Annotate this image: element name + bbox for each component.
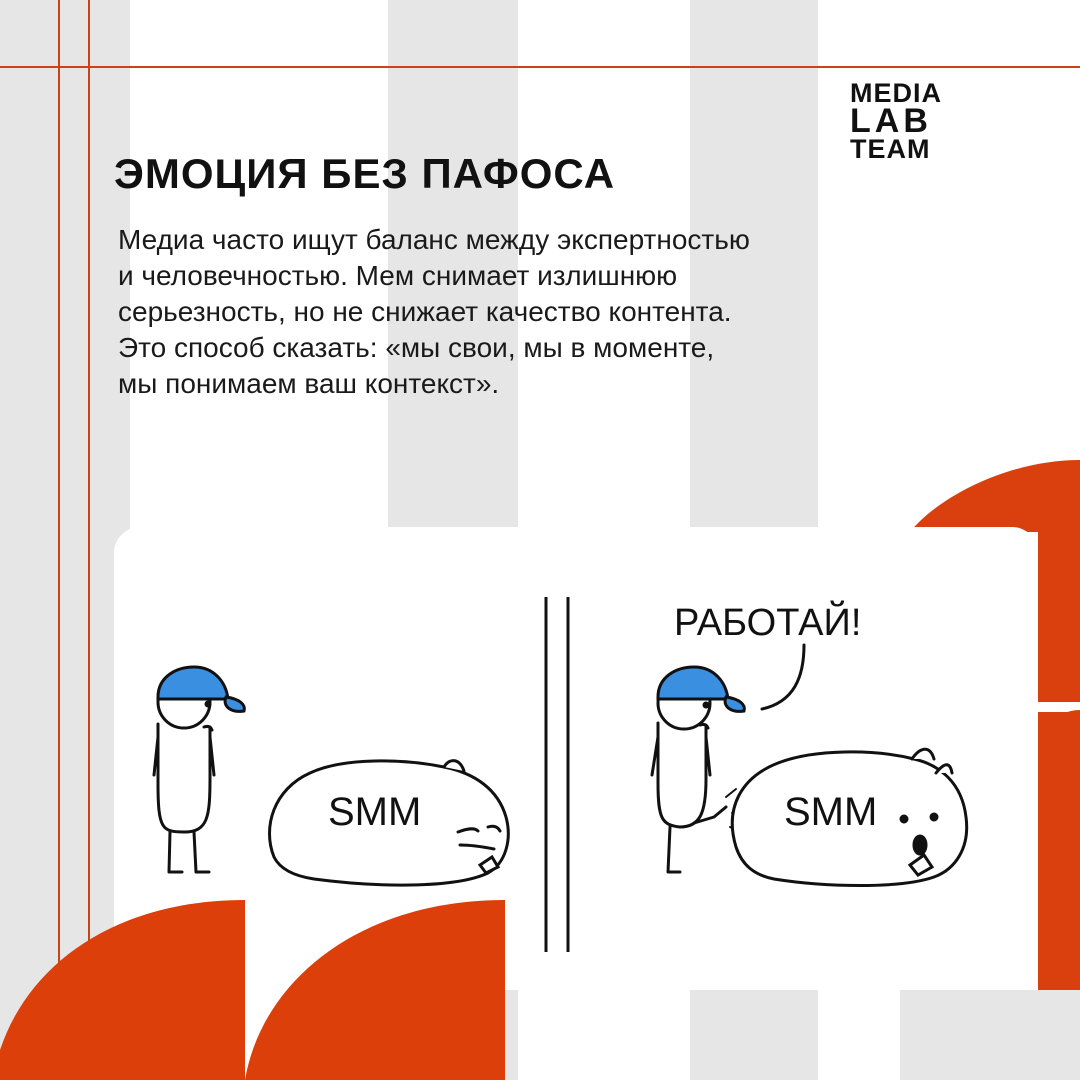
smm-label-left: SMM (328, 790, 422, 834)
speech-text: РАБОТАЙ! (674, 602, 862, 644)
decor-block-right-lower (1038, 712, 1080, 992)
decor-block-right (1038, 532, 1080, 702)
body-line: и человечностью. Мем снимает излишнюю (118, 260, 678, 291)
body-line: мы понимаем ваш контекст». (118, 368, 500, 399)
body-line: Медиа часто ищут баланс между экспертностью (118, 224, 750, 255)
body-line: Это способ сказать: «мы свои, мы в моменте, (118, 332, 715, 363)
logo-line-lab: LAB (850, 102, 932, 140)
smm-label-right: SMM (784, 790, 878, 834)
brand-logo (850, 80, 972, 162)
decor-leaf-bottom-left (0, 900, 520, 1080)
body-line: серьезность, но не снижает качество контента. (118, 296, 732, 327)
speech-tail (762, 645, 804, 709)
logo-line-team: TEAM (850, 134, 931, 164)
person-left (154, 676, 214, 872)
frame-line-horizontal (0, 66, 1080, 68)
logo-line-media: MEDIA (850, 78, 942, 108)
body-paragraph (118, 222, 878, 402)
page-title: ЭМОЦИЯ БЕЗ ПАФОСА (114, 150, 616, 197)
